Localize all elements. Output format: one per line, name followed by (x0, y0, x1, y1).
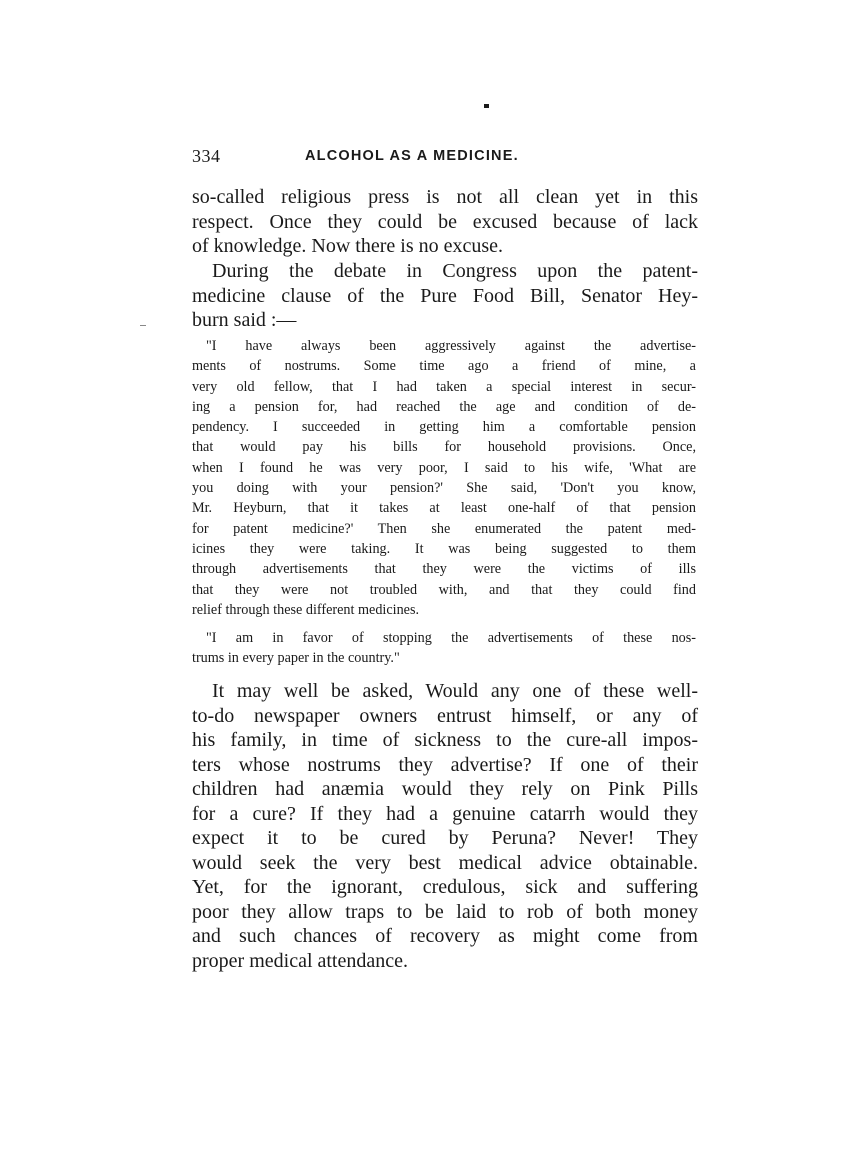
text-line: for a cure? If they had a genuine catarrh would they (192, 802, 698, 825)
paragraph-congress-debate (192, 259, 698, 333)
quote-line: pendency. I succeeded in getting him a comfortable pension (192, 419, 696, 436)
paragraph-newspaper-owners (192, 679, 698, 973)
text-line: ters whose nostrums they advertise? If one of their (192, 753, 698, 776)
page-number: 334 (192, 146, 221, 166)
quote-line: Mr. Heyburn, that it takes at least one-half of that pension (192, 500, 696, 517)
heyburn-quote-conclusion (192, 628, 696, 669)
quote-line: through advertisements that they were the victims of ills (192, 561, 696, 578)
quote-line: when I found he was very poor, I said to his wife, 'What are (192, 459, 696, 476)
paragraph-religious-press (192, 185, 698, 259)
quote-line: relief through these different medicines. (192, 601, 420, 618)
quote-line: icines they were taking. It was being suggested to them (192, 540, 696, 557)
quote-line: that would pay his bills for household provisions. Once, (192, 439, 696, 456)
running-title: ALCOHOL AS A MEDICINE. (305, 148, 519, 164)
quote-line: "I am in favor of stopping the advertisements of these nos- (206, 630, 696, 646)
text-line: During the debate in Congress upon the patent- (212, 260, 698, 282)
printer-mark (484, 104, 489, 108)
quote-line: that they were not troubled with, and that they could find (192, 581, 696, 598)
quote-line: ments of nostrums. Some time ago a friend of mine, a (192, 358, 696, 375)
text-line: and such chances of recovery as might come from (192, 925, 698, 947)
text-line: to-do newspaper owners entrust himself, or any of (192, 704, 698, 727)
text-line: expect it to be cured by Peruna? Never! They (192, 827, 698, 849)
margin-mark (140, 325, 146, 326)
heyburn-quote (192, 336, 696, 620)
quote-line: you doing with your pension?' She said, 'Don't you know, (192, 480, 696, 497)
quote-line: for patent medicine?' Then she enumerated the patent med- (192, 520, 696, 537)
text-line: medicine clause of the Pure Food Bill, Senator Hey- (192, 284, 698, 307)
page-header (192, 146, 698, 170)
text-line: proper medical attendance. (192, 949, 408, 972)
text-line: poor they allow traps to be laid to rob of both money (192, 900, 698, 923)
quote-line: ing a pension for, had reached the age and condition of de- (192, 398, 696, 415)
text-line: his family, in time of sickness to the cure-all impos- (192, 729, 698, 751)
text-line: Yet, for the ignorant, credulous, sick and suffering (192, 876, 698, 898)
text-line: would seek the very best medical advice obtainable. (192, 851, 698, 874)
quote-line: very old fellow, that I had taken a special interest in secur- (192, 378, 696, 395)
quote-line: trums in every paper in the country." (192, 650, 400, 667)
text-line: of knowledge. Now there is no excuse. (192, 235, 504, 257)
text-line: children had anæmia would they rely on Pink Pills (192, 778, 698, 800)
quote-line: "I have always been aggressively against the advertise- (206, 338, 696, 354)
text-line: respect. Once they could be excused because of lack (192, 210, 698, 233)
text-line: burn said :— (192, 309, 297, 331)
text-line: so-called religious press is not all clean yet in this (192, 186, 698, 208)
text-line: It may well be asked, Would any one of these well- (212, 680, 698, 702)
